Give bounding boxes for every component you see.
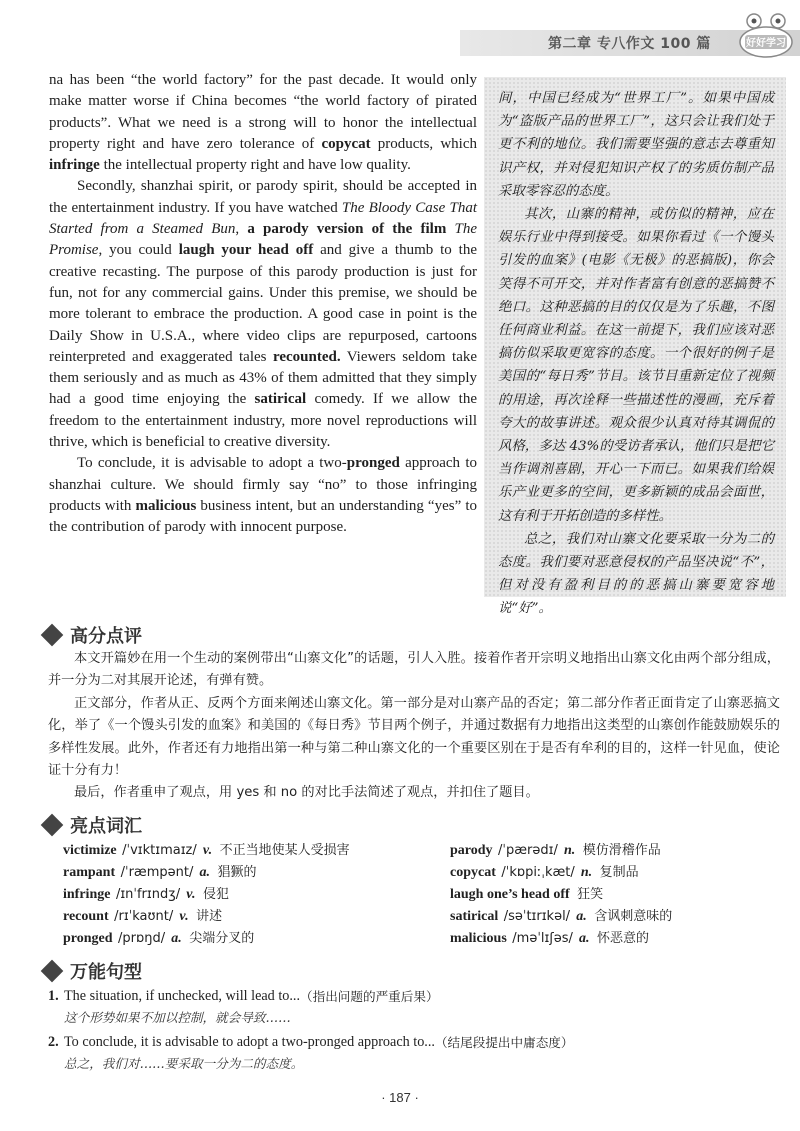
text-run: comedy. If we allow the freedom to the entertainment industry, more novel reproductions will thrive, which is beneficial to creative diversity.	[49, 391, 477, 451]
vocab-word: victimize	[63, 843, 121, 858]
vocab-entry	[450, 928, 790, 950]
vocab-entry	[450, 840, 790, 862]
review-paragraph-1: 本文开篇妙在用一个生动的案例带出“山寨文化”的话题，引人入胜。接着作者开宗明义地指出山寨文化由两个部分组成，并一分为二对其展开论述，有弹有赞。	[48, 651, 780, 689]
text-run: malicious	[135, 497, 197, 514]
review-section-header	[40, 622, 142, 648]
text-run: products, which	[370, 135, 477, 152]
sentence-pattern	[48, 986, 788, 1028]
sentences-section-header	[40, 958, 142, 984]
vocab-entry	[63, 862, 443, 884]
text-run: laugh your head off	[178, 242, 314, 259]
english-essay	[49, 70, 477, 539]
vocab-word: recount	[63, 909, 113, 924]
sentence-chinese: 这个形势如果不加以控制，就会导致……	[64, 1010, 291, 1025]
text-run: infringe	[49, 157, 100, 174]
vocab-ipa: /ˈpærədɪ/	[498, 843, 562, 858]
text-run: To conclude, it is advisable to adopt a two-	[77, 455, 347, 472]
page-number: · 187 ·	[381, 1090, 419, 1105]
review-paragraph-2: 正文部分，作者从正、反两个方面来阐述山寨文化。第一部分是对山寨产品的否定；第二部分作者正面肯定了山寨恶搞文化，举了《一个馒头引发的血案》和美国的《每日秀》节目两个例子，并通过数据有力地指出这类型的山寨创作能鼓励娱乐的多样性发展。此外，作者还有力地指出第一种与第二种山寨文化的一个重要区别在于是否有牟利的目的，这样一针见血，使论证十分有力！	[48, 695, 780, 779]
vocab-word: rampant	[63, 865, 119, 880]
text-run: a parody version of the film	[247, 221, 455, 238]
vocab-pos: a.	[579, 931, 593, 946]
sentences-heading: 万能句型	[70, 962, 142, 983]
mascot-text: 好好学习	[746, 38, 786, 49]
review-heading: 高分点评	[70, 626, 142, 647]
text-run: The Bloody Case That Started from a Steamed Bun	[49, 199, 477, 238]
vocab-ipa: /prɒŋd/	[118, 931, 170, 946]
text-run: pronged	[346, 455, 400, 472]
vocab-list-right	[450, 840, 790, 950]
text-run: and give a thumb to the creative recasting. The purpose of this parody production is just for fun, not for any commercial gains. Under this premise, we should be more tolerant to embrace the production. A good case in point is the Daily Show in U.S.A., where video clips are repurposed, cartoons reinterpreted and exaggerated tales	[49, 242, 478, 365]
text-run: business intent, but an understanding “yes” to the contribution of parody with innocent purpose.	[49, 497, 477, 536]
vocab-mean: 尖端分叉的	[189, 931, 255, 946]
chinese-paragraph-2: 其次，山寨的精神，或仿似的精神，应在娱乐行业中得到接受。如果你看过《一个馒头引发的血案》(电影《无极》的恶搞版)，你会笑得不可开交，并对作者富有创意的恶搞赞不绝口。这种恶搞的目的仅仅是为了乐趣，不图任何商业利益。在这一前提下，我们应该对恶搞仿似采取更宽容的态度。一个很好的例子是美国的“每日秀”节目。该节目重新定位了视频的用途，再次诠释一些描述性的漫画，充斥着夸大的故事讲述。观众很少认真对待其调侃的风格，多达 43%的受访者承认，他们只是把它当作调剂喜剧，开心一下而已。如果我们给娱乐产业更多的空间，更多新颖的成品会面世，这有利于开拓创造的多样性。	[498, 207, 774, 524]
vocab-word: copycat	[450, 865, 500, 880]
vocab-mean: 猖獗的	[217, 865, 257, 880]
vocab-pos: n.	[563, 843, 579, 858]
diamond-bullet-icon	[41, 624, 64, 647]
text-run: copycat	[321, 135, 371, 152]
vocab-entry	[63, 884, 443, 906]
sentence-english: To conclude, it is advisable to adopt a two-pronged approach to...	[64, 1034, 435, 1050]
vocab-ipa: /səˈtɪrɪkəl/	[503, 909, 575, 924]
vocab-pos: a.	[171, 931, 186, 946]
vocab-word: parody	[450, 843, 497, 858]
vocab-pos: a.	[576, 909, 591, 924]
vocab-mean: 讲述	[196, 909, 223, 924]
vocab-word: infringe	[63, 887, 114, 902]
vocab-entry	[63, 928, 443, 950]
sentence-patterns	[48, 986, 788, 1078]
vocab-ipa: /ˈkɒpiːˌkæt/	[501, 865, 579, 880]
mascot-logo	[738, 12, 794, 60]
english-paragraph-3	[49, 453, 477, 538]
vocab-mean: 不正当地使某人受损害	[219, 843, 350, 858]
text-run: approach to shanzhai culture. We should firmly say “no” to those infringing products with	[49, 455, 477, 514]
english-paragraph-2	[49, 176, 477, 453]
vocab-pos: a.	[199, 865, 214, 880]
vocab-ipa: /məˈlɪʃəs/	[512, 931, 577, 946]
vocab-mean: 侵犯	[202, 887, 229, 902]
vocab-word: pronged	[63, 931, 117, 946]
vocab-ipa: /ˈvɪktɪmaɪz/	[122, 843, 201, 858]
vocab-word: satirical	[450, 909, 502, 924]
vocab-word: malicious	[450, 931, 511, 946]
text-run: , you could	[98, 242, 179, 259]
vocab-mean: 狂笑	[577, 887, 604, 902]
diamond-bullet-icon	[41, 814, 64, 837]
sentence-english: The situation, if unchecked, will lead to...	[64, 988, 300, 1004]
review-text	[48, 648, 780, 805]
vocab-mean: 复制品	[599, 865, 639, 880]
vocab-entry	[450, 906, 790, 928]
vocab-mean: 怀恶意的	[597, 931, 650, 946]
text-run: Viewers seldom take them seriously and as much as 43% of them admitted that they simply had a good time enjoying the	[49, 348, 478, 408]
english-paragraph-1	[49, 70, 477, 176]
text-run: satirical	[254, 391, 307, 408]
chinese-translation	[484, 77, 786, 617]
text-run: na has been “the world factory” for the past decade. It would only make matter worse if China becomes “the world factory of pirated products”. What we need is a strong will to honor the intellectual property right and have zero tolerance of	[49, 72, 477, 152]
sentence-note: （结尾段提出中庸态度）	[434, 1035, 574, 1050]
vocab-pos: v.	[179, 909, 193, 924]
vocab-mean: 含讽刺意味的	[594, 909, 673, 924]
vocab-ipa: /rɪˈkaʊnt/	[114, 909, 178, 924]
vocab-list-left	[63, 840, 443, 950]
vocab-pos: n.	[580, 865, 596, 880]
chinese-paragraph-1: 间，中国已经成为“世界工厂”。如果中国成为“盗版产品的世界工厂”，这只会让我们处于更不利的地位。我们需要坚强的意志去尊重知识产权，并对侵犯知识产权了的劣质仿制产品采取零容忍的态度。	[498, 91, 774, 199]
text-run: Secondly, shanzhai spirit, or parody spirit, should be accepted in the entertainment industry. If you have watched	[49, 178, 477, 216]
vocab-entry	[450, 862, 790, 884]
chapter-title: 第二章 专八作文 100 篇	[548, 36, 711, 52]
review-paragraph-3: 最后，作者重申了观点，用 yes 和 no 的对比手法简述了观点，并扣住了题目。	[74, 785, 539, 801]
vocab-heading: 亮点词汇	[70, 816, 142, 837]
vocab-section-header	[40, 812, 142, 838]
vocab-mean: 模仿滑稽作品	[582, 843, 661, 858]
vocab-pos: v.	[202, 843, 216, 858]
text-run: the intellectual property right and have low quality.	[99, 157, 411, 174]
vocab-entry	[63, 840, 443, 862]
vocab-ipa: /ɪnˈfrɪndʒ/	[115, 887, 185, 902]
chinese-paragraph-3: 总之，我们对山寨文化要采取一分为二的态度。我们要对恶意侵权的产品坚决说“不”，但对没有盈利目的的恶搞山寨要宽容地说“好”。	[498, 531, 774, 617]
vocab-word: laugh one’s head off	[450, 887, 574, 902]
vocab-entry	[63, 906, 443, 928]
text-run: The Promise	[49, 221, 478, 259]
sentence-number: 1.	[48, 988, 59, 1004]
text-run: ,	[235, 221, 248, 238]
text-run: recounted.	[272, 348, 341, 365]
diamond-bullet-icon	[41, 960, 64, 983]
vocab-ipa: /ˈræmpənt/	[120, 865, 198, 880]
vocab-entry	[450, 884, 790, 906]
sentence-chinese: 总之，我们对……要采取一分为二的态度。	[64, 1056, 304, 1071]
vocab-pos: v.	[186, 887, 199, 902]
sentence-note: （指出问题的严重后果）	[300, 989, 439, 1004]
sentence-pattern	[48, 1032, 788, 1074]
sentence-number: 2.	[48, 1034, 59, 1050]
